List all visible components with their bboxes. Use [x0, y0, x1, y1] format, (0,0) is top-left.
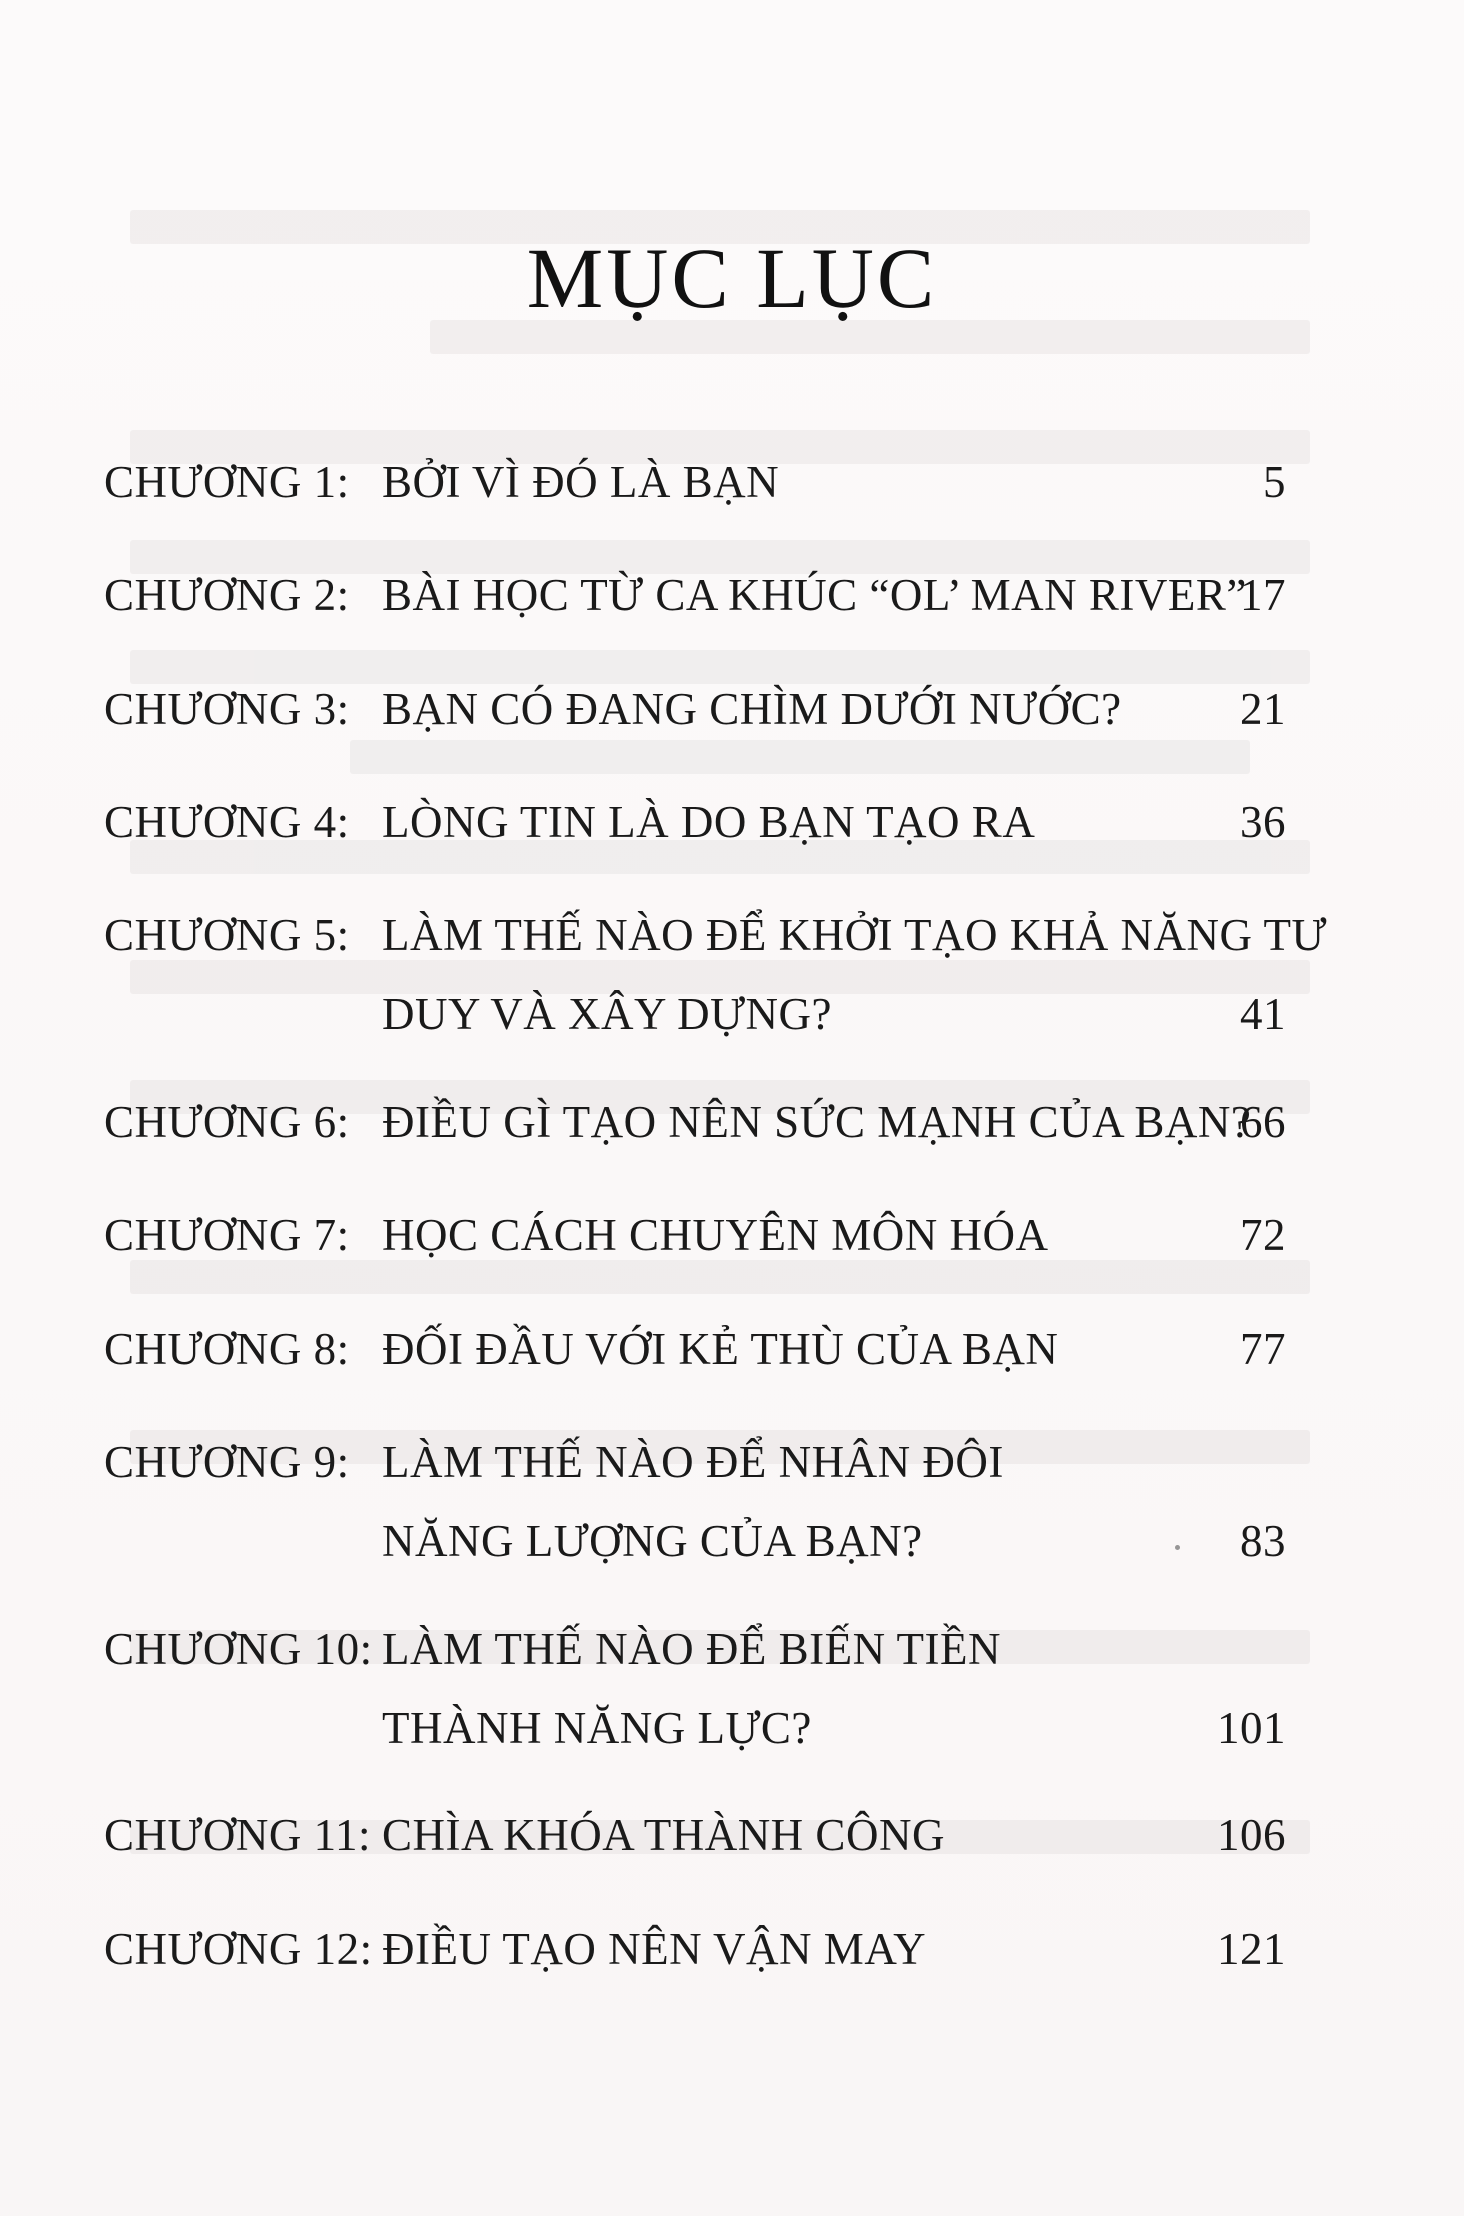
chapter-number: CHƯƠNG 6:: [104, 1097, 350, 1147]
chapter-title: NĂNG LƯỢNG CỦA BẠN?: [382, 1516, 923, 1566]
chapter-number: CHƯƠNG 12:: [104, 1924, 373, 1974]
page-number: 66: [1240, 1097, 1286, 1147]
chapter-title: ĐIỀU TẠO NÊN VẬN MAY: [382, 1924, 927, 1974]
chapter-number: CHƯƠNG 5:: [104, 910, 350, 960]
page-number: 36: [1240, 797, 1286, 847]
chapter-number: CHƯƠNG 9:: [104, 1437, 350, 1487]
chapter-title: THÀNH NĂNG LỰC?: [382, 1703, 812, 1753]
chapter-title: LÒNG TIN LÀ DO BẠN TẠO RA: [382, 797, 1036, 847]
page-number: 83: [1240, 1516, 1286, 1566]
chapter-number: CHƯƠNG 7:: [104, 1210, 350, 1260]
chapter-title: DUY VÀ XÂY DỰNG?: [382, 989, 832, 1039]
chapter-title: HỌC CÁCH CHUYÊN MÔN HÓA: [382, 1210, 1049, 1260]
page-number: 17: [1240, 570, 1286, 620]
page-number: 41: [1240, 989, 1286, 1039]
chapter-number: CHƯƠNG 11:: [104, 1810, 372, 1860]
chapter-title: BẠN CÓ ĐANG CHÌM DƯỚI NƯỚC?: [382, 684, 1122, 734]
chapter-number: CHƯƠNG 2:: [104, 570, 350, 620]
chapter-title: LÀM THẾ NÀO ĐỂ NHÂN ĐÔI: [382, 1437, 1004, 1487]
page-number: 72: [1240, 1210, 1286, 1260]
chapter-title: ĐỐI ĐẦU VỚI KẺ THÙ CỦA BẠN: [382, 1324, 1059, 1374]
page-title: MỤC LỤC: [526, 230, 938, 326]
chapter-number: CHƯƠNG 1:: [104, 457, 350, 507]
page-number: 121: [1217, 1924, 1286, 1974]
chapter-number: CHƯƠNG 4:: [104, 797, 350, 847]
chapter-title: BÀI HỌC TỪ CA KHÚC “OL’ MAN RIVER”: [382, 570, 1247, 620]
page-number: 5: [1263, 457, 1286, 507]
page-number: 106: [1217, 1810, 1286, 1860]
chapter-title: ĐIỀU GÌ TẠO NÊN SỨC MẠNH CỦA BẠN?: [382, 1097, 1252, 1147]
page-number: 21: [1240, 684, 1286, 734]
chapter-number: CHƯƠNG 10:: [104, 1624, 373, 1674]
chapter-title: CHÌA KHÓA THÀNH CÔNG: [382, 1810, 945, 1860]
chapter-number: CHƯƠNG 3:: [104, 684, 350, 734]
chapter-title: BỞI VÌ ĐÓ LÀ BẠN: [382, 457, 780, 507]
chapter-title: LÀM THẾ NÀO ĐỂ BIẾN TIỀN: [382, 1624, 1002, 1674]
print-speck: [1175, 1545, 1180, 1550]
chapter-title: LÀM THẾ NÀO ĐỂ KHỞI TẠO KHẢ NĂNG TƯ: [382, 910, 1327, 960]
page-number: 77: [1240, 1324, 1286, 1374]
chapter-number: CHƯƠNG 8:: [104, 1324, 350, 1374]
page-number: 101: [1217, 1703, 1286, 1753]
